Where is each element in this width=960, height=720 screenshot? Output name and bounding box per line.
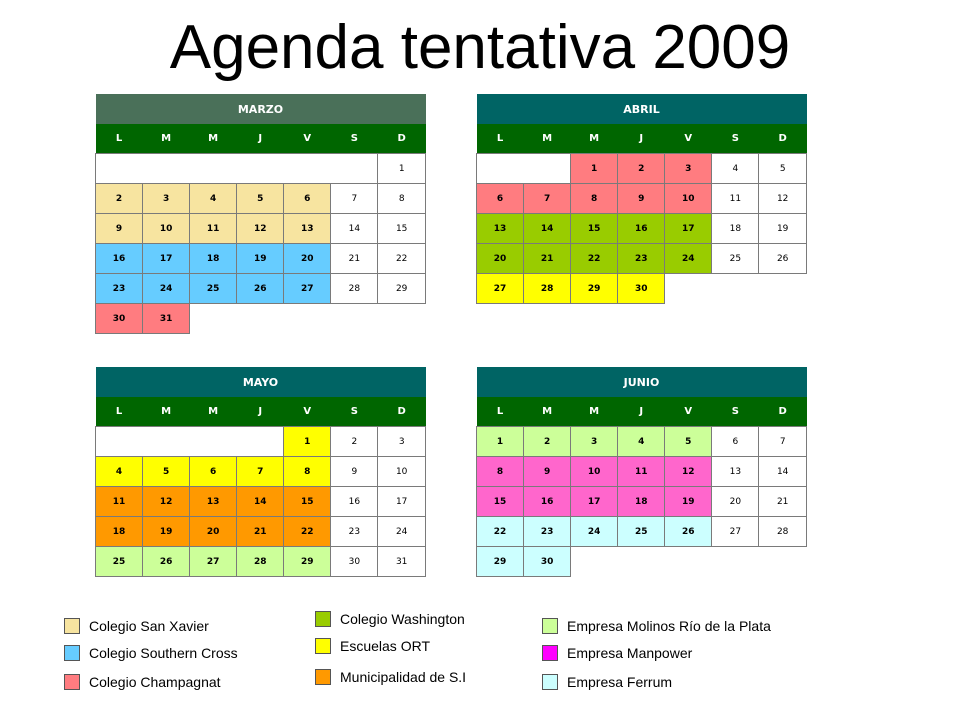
day-cell: 11 bbox=[618, 457, 665, 487]
week-row bbox=[96, 427, 426, 457]
week-row bbox=[477, 274, 807, 304]
day-cell: 21 bbox=[237, 517, 284, 547]
day-cell: 30 bbox=[96, 304, 143, 334]
legend-swatch bbox=[64, 618, 80, 634]
day-cell: 28 bbox=[759, 517, 807, 547]
weekday-header: M bbox=[190, 397, 237, 427]
day-cell: 20 bbox=[190, 517, 237, 547]
day-cell: 2 bbox=[524, 427, 571, 457]
empty-cell bbox=[712, 547, 759, 577]
day-cell: 15 bbox=[477, 487, 524, 517]
week-row bbox=[96, 154, 426, 184]
day-cell: 15 bbox=[284, 487, 331, 517]
day-cell: 3 bbox=[571, 427, 618, 457]
day-cell: 26 bbox=[665, 517, 712, 547]
weekday-header: J bbox=[237, 124, 284, 154]
day-cell: 19 bbox=[143, 517, 190, 547]
weekday-header: D bbox=[378, 397, 426, 427]
day-cell: 20 bbox=[284, 244, 331, 274]
day-cell: 21 bbox=[759, 487, 807, 517]
calendar-abril bbox=[476, 94, 807, 304]
day-cell: 11 bbox=[190, 214, 237, 244]
empty-cell bbox=[571, 547, 618, 577]
empty-cell bbox=[477, 154, 571, 184]
week-row bbox=[477, 487, 807, 517]
day-cell: 27 bbox=[477, 274, 524, 304]
day-cell: 24 bbox=[571, 517, 618, 547]
day-cell: 23 bbox=[524, 517, 571, 547]
empty-cell bbox=[237, 304, 284, 334]
day-cell: 3 bbox=[143, 184, 190, 214]
day-cell: 5 bbox=[759, 154, 807, 184]
day-cell: 7 bbox=[237, 457, 284, 487]
day-cell: 15 bbox=[571, 214, 618, 244]
day-cell: 20 bbox=[712, 487, 759, 517]
day-cell: 14 bbox=[331, 214, 378, 244]
day-cell: 31 bbox=[378, 547, 426, 577]
day-cell: 23 bbox=[331, 517, 378, 547]
day-cell: 28 bbox=[524, 274, 571, 304]
week-row bbox=[96, 184, 426, 214]
day-cell: 16 bbox=[96, 244, 143, 274]
week-row bbox=[477, 457, 807, 487]
day-cell: 29 bbox=[284, 547, 331, 577]
day-cell: 22 bbox=[477, 517, 524, 547]
weekday-header: J bbox=[237, 397, 284, 427]
day-cell: 23 bbox=[618, 244, 665, 274]
day-cell: 13 bbox=[284, 214, 331, 244]
day-cell: 9 bbox=[96, 214, 143, 244]
day-cell: 5 bbox=[143, 457, 190, 487]
day-cell: 20 bbox=[477, 244, 524, 274]
day-cell: 10 bbox=[665, 184, 712, 214]
week-row bbox=[96, 244, 426, 274]
day-cell: 16 bbox=[524, 487, 571, 517]
weekday-header: S bbox=[331, 124, 378, 154]
week-row bbox=[96, 487, 426, 517]
day-cell: 28 bbox=[331, 274, 378, 304]
day-cell: 25 bbox=[190, 274, 237, 304]
day-cell: 29 bbox=[477, 547, 524, 577]
legend-label: Municipalidad de S.I bbox=[340, 669, 467, 685]
day-cell: 6 bbox=[712, 427, 759, 457]
day-cell: 24 bbox=[143, 274, 190, 304]
legend-swatch bbox=[64, 645, 80, 661]
day-cell: 22 bbox=[571, 244, 618, 274]
week-row bbox=[96, 274, 426, 304]
legend-label: Empresa Ferrum bbox=[567, 674, 673, 690]
day-cell: 9 bbox=[524, 457, 571, 487]
month-header: JUNIO bbox=[477, 367, 807, 397]
week-row bbox=[477, 214, 807, 244]
week-row bbox=[96, 457, 426, 487]
day-cell: 18 bbox=[618, 487, 665, 517]
weekday-header: V bbox=[665, 124, 712, 154]
legend-label: Empresa Molinos Río de la Plata bbox=[567, 618, 771, 634]
day-cell: 19 bbox=[759, 214, 807, 244]
day-cell: 17 bbox=[665, 214, 712, 244]
weekday-header: D bbox=[759, 397, 807, 427]
weekday-header: L bbox=[477, 124, 524, 154]
weekday-header: L bbox=[477, 397, 524, 427]
legend-label: Empresa Manpower bbox=[567, 645, 693, 661]
day-cell: 24 bbox=[665, 244, 712, 274]
day-cell: 17 bbox=[378, 487, 426, 517]
day-cell: 13 bbox=[477, 214, 524, 244]
day-cell: 2 bbox=[618, 154, 665, 184]
day-cell: 7 bbox=[331, 184, 378, 214]
weekday-header: S bbox=[712, 397, 759, 427]
empty-cell bbox=[284, 304, 331, 334]
day-cell: 13 bbox=[190, 487, 237, 517]
page-title: Agenda tentativa 2009 bbox=[169, 13, 791, 82]
week-row bbox=[96, 547, 426, 577]
day-cell: 19 bbox=[237, 244, 284, 274]
empty-cell bbox=[190, 304, 237, 334]
empty-cell bbox=[618, 547, 665, 577]
week-row bbox=[96, 214, 426, 244]
week-row bbox=[477, 547, 807, 577]
day-cell: 4 bbox=[712, 154, 759, 184]
empty-cell bbox=[712, 274, 759, 304]
day-cell: 11 bbox=[712, 184, 759, 214]
day-cell: 17 bbox=[571, 487, 618, 517]
day-cell: 4 bbox=[96, 457, 143, 487]
empty-cell bbox=[331, 304, 378, 334]
empty-cell bbox=[96, 154, 378, 184]
day-cell: 15 bbox=[378, 214, 426, 244]
weekday-header: M bbox=[143, 124, 190, 154]
weekday-header: J bbox=[618, 397, 665, 427]
weekday-header: M bbox=[143, 397, 190, 427]
day-cell: 24 bbox=[378, 517, 426, 547]
day-cell: 8 bbox=[284, 457, 331, 487]
day-cell: 10 bbox=[571, 457, 618, 487]
day-cell: 16 bbox=[331, 487, 378, 517]
week-row bbox=[477, 427, 807, 457]
week-row bbox=[96, 304, 426, 334]
weekday-header: D bbox=[378, 124, 426, 154]
day-cell: 25 bbox=[96, 547, 143, 577]
day-cell: 4 bbox=[618, 427, 665, 457]
day-cell: 23 bbox=[96, 274, 143, 304]
weekday-header: M bbox=[524, 397, 571, 427]
day-cell: 8 bbox=[571, 184, 618, 214]
day-cell: 3 bbox=[665, 154, 712, 184]
calendar-marzo bbox=[95, 94, 426, 334]
day-cell: 1 bbox=[284, 427, 331, 457]
day-cell: 22 bbox=[378, 244, 426, 274]
day-cell: 26 bbox=[143, 547, 190, 577]
weekday-header: L bbox=[96, 397, 143, 427]
legend-swatch bbox=[542, 618, 558, 634]
day-cell: 26 bbox=[237, 274, 284, 304]
day-cell: 31 bbox=[143, 304, 190, 334]
legend-label: Colegio Champagnat bbox=[89, 674, 221, 690]
day-cell: 5 bbox=[237, 184, 284, 214]
empty-cell bbox=[378, 304, 426, 334]
legend-swatch bbox=[542, 674, 558, 690]
legend-swatch bbox=[64, 674, 80, 690]
day-cell: 30 bbox=[524, 547, 571, 577]
day-cell: 4 bbox=[190, 184, 237, 214]
day-cell: 10 bbox=[378, 457, 426, 487]
day-cell: 9 bbox=[618, 184, 665, 214]
day-cell: 7 bbox=[759, 427, 807, 457]
week-row bbox=[477, 244, 807, 274]
day-cell: 10 bbox=[143, 214, 190, 244]
day-cell: 27 bbox=[284, 274, 331, 304]
day-cell: 29 bbox=[378, 274, 426, 304]
day-cell: 2 bbox=[331, 427, 378, 457]
weekday-header: V bbox=[284, 124, 331, 154]
weekday-header: M bbox=[190, 124, 237, 154]
weekday-header: D bbox=[759, 124, 807, 154]
day-cell: 30 bbox=[618, 274, 665, 304]
day-cell: 9 bbox=[331, 457, 378, 487]
weekday-header: M bbox=[571, 397, 618, 427]
legend-swatch bbox=[315, 669, 331, 685]
day-cell: 27 bbox=[712, 517, 759, 547]
day-cell: 17 bbox=[143, 244, 190, 274]
day-cell: 12 bbox=[143, 487, 190, 517]
day-cell: 12 bbox=[759, 184, 807, 214]
weekday-header: V bbox=[284, 397, 331, 427]
weekday-header: S bbox=[712, 124, 759, 154]
week-row bbox=[477, 517, 807, 547]
day-cell: 29 bbox=[571, 274, 618, 304]
empty-cell bbox=[759, 547, 807, 577]
day-cell: 16 bbox=[618, 214, 665, 244]
legend-label: Colegio Southern Cross bbox=[89, 645, 238, 661]
day-cell: 21 bbox=[524, 244, 571, 274]
day-cell: 21 bbox=[331, 244, 378, 274]
week-row bbox=[96, 517, 426, 547]
day-cell: 5 bbox=[665, 427, 712, 457]
day-cell: 7 bbox=[524, 184, 571, 214]
day-cell: 25 bbox=[618, 517, 665, 547]
day-cell: 13 bbox=[712, 457, 759, 487]
legend-label: Colegio San Xavier bbox=[89, 618, 209, 634]
day-cell: 26 bbox=[759, 244, 807, 274]
day-cell: 2 bbox=[96, 184, 143, 214]
week-row bbox=[477, 184, 807, 214]
weekday-header: J bbox=[618, 124, 665, 154]
weekday-header: M bbox=[524, 124, 571, 154]
day-cell: 8 bbox=[378, 184, 426, 214]
day-cell: 14 bbox=[237, 487, 284, 517]
day-cell: 6 bbox=[477, 184, 524, 214]
week-row bbox=[477, 154, 807, 184]
legend-swatch bbox=[542, 645, 558, 661]
weekday-header: V bbox=[665, 397, 712, 427]
legend-swatch bbox=[315, 638, 331, 654]
empty-cell bbox=[96, 427, 284, 457]
day-cell: 6 bbox=[284, 184, 331, 214]
day-cell: 1 bbox=[571, 154, 618, 184]
legend-label: Colegio Washington bbox=[340, 611, 465, 627]
day-cell: 18 bbox=[96, 517, 143, 547]
day-cell: 11 bbox=[96, 487, 143, 517]
day-cell: 30 bbox=[331, 547, 378, 577]
weekday-header: M bbox=[571, 124, 618, 154]
day-cell: 12 bbox=[665, 457, 712, 487]
weekday-header: L bbox=[96, 124, 143, 154]
day-cell: 18 bbox=[712, 214, 759, 244]
day-cell: 19 bbox=[665, 487, 712, 517]
empty-cell bbox=[665, 274, 712, 304]
calendar-mayo bbox=[95, 367, 426, 577]
month-header: MAYO bbox=[96, 367, 426, 397]
calendar-junio bbox=[476, 367, 807, 577]
day-cell: 12 bbox=[237, 214, 284, 244]
day-cell: 1 bbox=[378, 154, 426, 184]
month-header: MARZO bbox=[96, 94, 426, 124]
day-cell: 14 bbox=[524, 214, 571, 244]
day-cell: 6 bbox=[190, 457, 237, 487]
day-cell: 28 bbox=[237, 547, 284, 577]
day-cell: 8 bbox=[477, 457, 524, 487]
legend-swatch bbox=[315, 611, 331, 627]
day-cell: 25 bbox=[712, 244, 759, 274]
legend-label: Escuelas ORT bbox=[340, 638, 430, 654]
day-cell: 27 bbox=[190, 547, 237, 577]
month-header: ABRIL bbox=[477, 94, 807, 124]
day-cell: 3 bbox=[378, 427, 426, 457]
weekday-header: S bbox=[331, 397, 378, 427]
empty-cell bbox=[759, 274, 807, 304]
day-cell: 14 bbox=[759, 457, 807, 487]
day-cell: 22 bbox=[284, 517, 331, 547]
empty-cell bbox=[665, 547, 712, 577]
day-cell: 18 bbox=[190, 244, 237, 274]
day-cell: 1 bbox=[477, 427, 524, 457]
